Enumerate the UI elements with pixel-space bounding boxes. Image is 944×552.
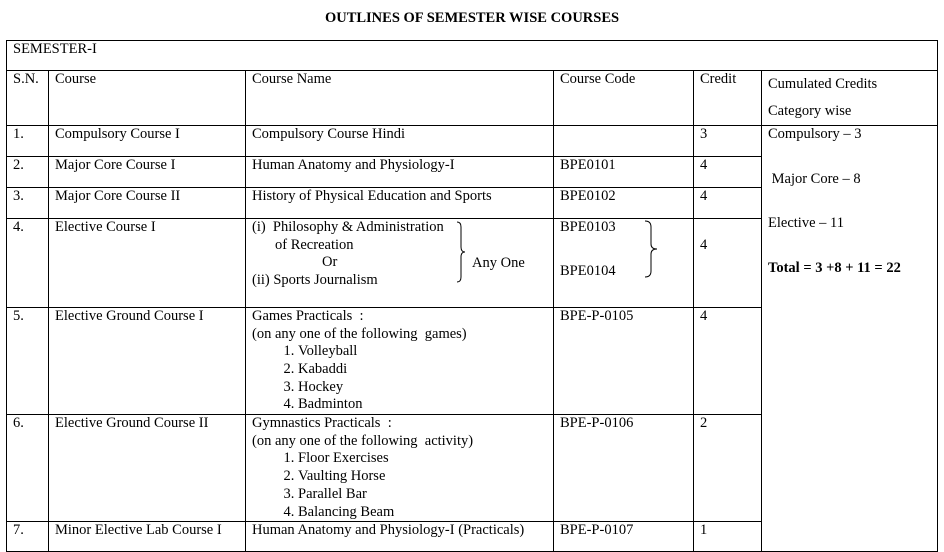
- header-course: Course: [49, 71, 246, 126]
- header-sn: S.N.: [7, 71, 49, 126]
- row-course-code: [554, 219, 694, 308]
- row-course-code: [554, 126, 694, 157]
- document-title: OUTLINES OF SEMESTER WISE COURSES: [324, 10, 620, 26]
- cumulated-major-core: Major Core – 8: [768, 170, 861, 187]
- row-course-code: BPE0102: [554, 188, 694, 219]
- cumulated-credits-cell: [762, 126, 938, 552]
- list-item: 3. Parallel Bar: [298, 486, 547, 504]
- row-course: Compulsory Course I: [49, 126, 246, 157]
- option-or: Or: [322, 254, 338, 270]
- row-course-code: BPE-P-0105: [554, 308, 694, 415]
- row-credit: [694, 219, 762, 308]
- header-course-code: Course Code: [554, 71, 694, 126]
- row-course: Elective Ground Course II: [49, 415, 246, 522]
- row-course-name: [246, 415, 554, 522]
- option-1-line1: (i) Philosophy & Administration: [252, 219, 444, 235]
- row-sn: 7.: [7, 522, 49, 552]
- row-course-name: Human Anatomy and Physiology-I: [246, 157, 554, 188]
- course-code-1: BPE0103: [560, 219, 616, 235]
- right-curly-brace-icon: [456, 221, 466, 283]
- header-cumulated-line2: Category wise: [768, 103, 852, 119]
- row-course-name: Compulsory Course Hindi: [246, 126, 554, 157]
- row-course-code: BPE0101: [554, 157, 694, 188]
- list-item: 4. Badminton: [298, 396, 547, 414]
- row-credit: 4: [694, 308, 762, 415]
- row-course-name: [246, 308, 554, 415]
- row-course-name-options: [246, 219, 554, 308]
- list-item: 2. Vaulting Horse: [298, 468, 547, 486]
- header-cumulated-credits: [762, 71, 938, 126]
- list-item: 4. Balancing Beam: [298, 504, 547, 522]
- course-code-2: BPE0104: [560, 263, 616, 279]
- list-item: 3. Hockey: [298, 379, 547, 397]
- any-one-label: Any One: [472, 255, 525, 271]
- games-list: [252, 343, 547, 414]
- semester-course-table: [6, 40, 938, 552]
- course-name-title: Games Practicals :: [252, 308, 364, 324]
- row-credit: 4: [694, 157, 762, 188]
- cumulated-compulsory: Compulsory – 3: [768, 126, 862, 142]
- row-course-code: BPE-P-0106: [554, 415, 694, 522]
- row-sn: 5.: [7, 308, 49, 415]
- row-course: Major Core Course II: [49, 188, 246, 219]
- semester-heading: SEMESTER-I: [7, 41, 938, 71]
- list-item: 1. Volleyball: [298, 343, 547, 361]
- activities-list: [252, 450, 547, 521]
- row-credit: 4: [694, 188, 762, 219]
- row-credit: 1: [694, 522, 762, 552]
- header-credit: Credit: [694, 71, 762, 126]
- row-credit-value: 4: [700, 237, 708, 253]
- row-sn: 1.: [7, 126, 49, 157]
- course-name-subtitle: (on any one of the following games): [252, 325, 467, 342]
- row-course-name: History of Physical Education and Sports: [246, 188, 554, 219]
- row-course: Elective Ground Course I: [49, 308, 246, 415]
- course-name-title: Gymnastics Practicals :: [252, 415, 392, 432]
- row-course: Minor Elective Lab Course I: [49, 522, 246, 552]
- table-row: [7, 126, 938, 157]
- row-course: Elective Course I: [49, 219, 246, 308]
- row-sn: 2.: [7, 157, 49, 188]
- row-credit: 2: [694, 415, 762, 522]
- right-curly-brace-icon: [644, 220, 658, 278]
- header-cumulated-line1: Cumulated Credits: [768, 76, 878, 92]
- row-course-name: Human Anatomy and Physiology-I (Practicals): [246, 522, 554, 552]
- row-course-code: BPE-P-0107: [554, 522, 694, 552]
- cumulated-elective: Elective – 11: [768, 215, 844, 231]
- row-sn: 6.: [7, 415, 49, 522]
- course-name-subtitle: (on any one of the following activity): [252, 432, 474, 449]
- row-course: Major Core Course I: [49, 157, 246, 188]
- row-credit: 3: [694, 126, 762, 157]
- header-course-name: Course Name: [246, 71, 554, 126]
- cumulated-total: Total = 3 +8 + 11 = 22: [768, 259, 901, 276]
- option-1-line2: of Recreation: [275, 236, 354, 253]
- list-item: 2. Kabaddi: [298, 361, 547, 379]
- row-sn: 3.: [7, 188, 49, 219]
- option-2: (ii) Sports Journalism: [252, 271, 378, 288]
- row-sn: 4.: [7, 219, 49, 308]
- list-item: 1. Floor Exercises: [298, 450, 547, 468]
